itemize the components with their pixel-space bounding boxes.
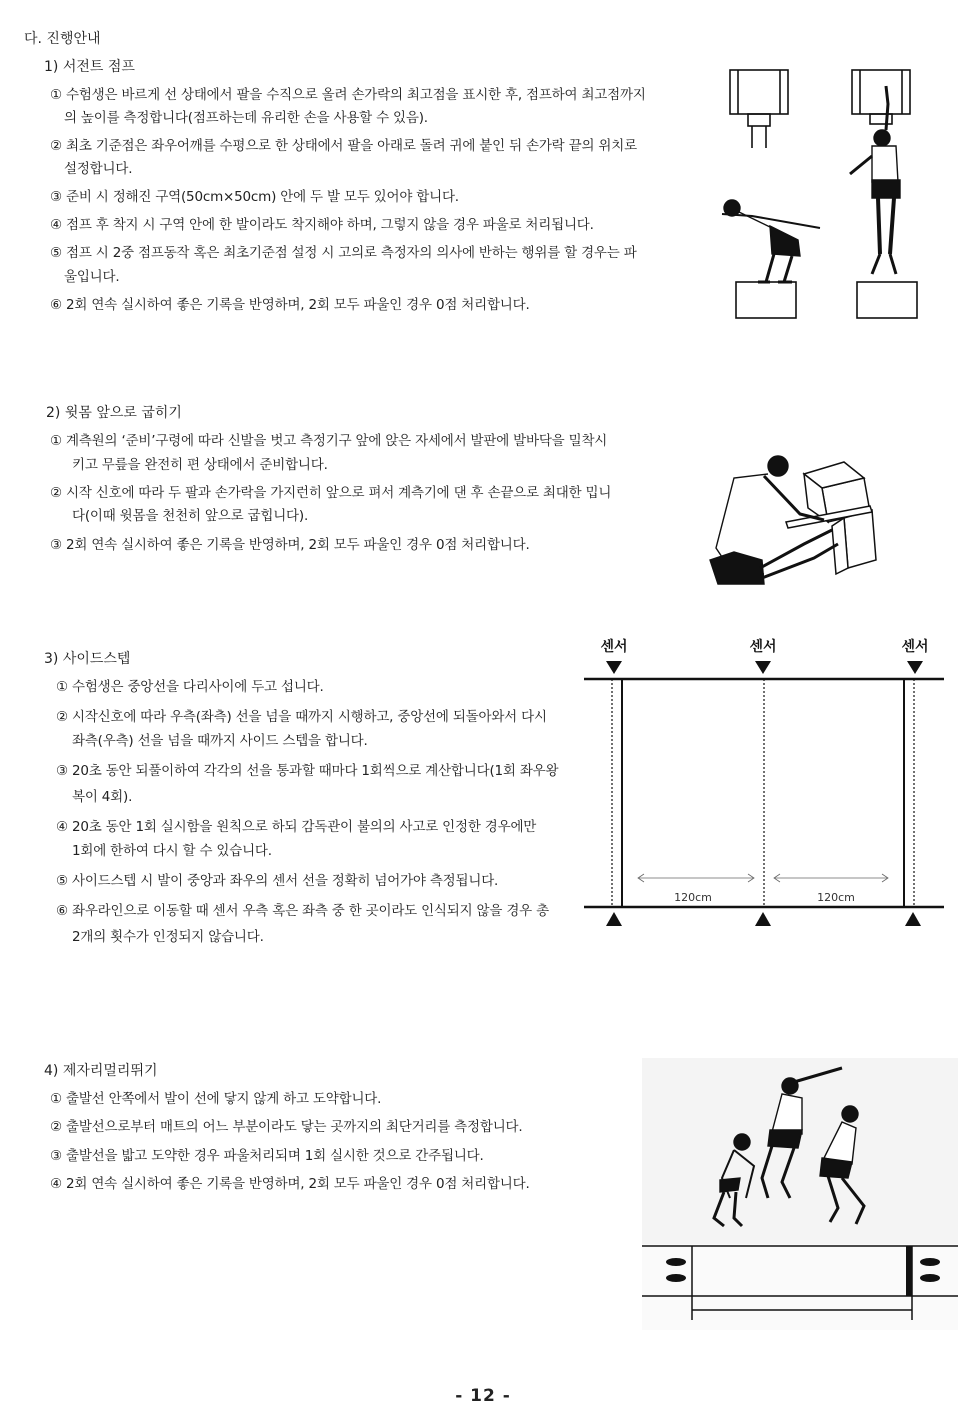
sensor-arrow-top-center	[755, 661, 771, 674]
distance-label-right: 120cm	[817, 891, 855, 904]
standing-long-jump-title: 4) 제자리멀리뛰기	[44, 1063, 158, 1079]
standing-long-jump-illustration	[642, 1058, 958, 1330]
sergeant-jump-item-4: ④ 점프 후 착지 시 구역 안에 한 발이라도 착지해야 하며, 그렇지 않을 경우 파울로 처리됩니다.	[50, 217, 594, 233]
sit-and-reach-title: 2) 윗몸 앞으로 굽히기	[46, 405, 182, 421]
side-step-item-3: ③ 20초 동안 되풀이하여 각각의 선을 통과할 때마다 1회씩으로 계산합니다(1회 좌우왕	[56, 763, 559, 779]
sit-and-reach-item-1: ① 계측원의 ‘준비’구령에 따라 신발을 벗고 측정기구 앞에 앉은 자세에서 발판에 발바닥을 밀착시	[50, 433, 608, 449]
sensor-arrow-top-right	[907, 661, 923, 674]
sensor-arrow-bottom-left	[606, 912, 622, 926]
sergeant-jump-item-5-cont: 울입니다.	[64, 269, 120, 285]
sit-and-reach-item-2-cont: 다(이때 윗몸을 천천히 앞으로 굽힙니다).	[72, 508, 309, 524]
sit-and-reach-item-2: ② 시작 신호에 따라 두 팔과 손가락을 가지런히 앞으로 펴서 계측기에 댄 후 손끝으로 최대한 밉니	[50, 485, 612, 501]
standing-long-jump-item-2: ② 출발선으로부터 매트의 어느 부분이라도 닿는 곳까지의 최단거리를 측정합니다.	[50, 1119, 523, 1135]
side-step-item-2: ② 시작신호에 따라 우측(좌측) 선을 넘을 때까지 시행하고, 중앙선에 되돌아와서 다시	[56, 709, 547, 725]
sit-and-reach-illustration	[704, 448, 884, 594]
distance-label-left: 120cm	[674, 891, 712, 904]
side-step-title: 3) 사이드스텝	[44, 651, 131, 667]
sit-and-reach-item-1-cont: 키고 무릎을 완전히 편 상태에서 준비합니다.	[72, 457, 328, 473]
sergeant-jump-title: 1) 서전트 점프	[44, 59, 135, 75]
side-step-item-6: ⑥ 좌우라인으로 이동할 때 센서 우측 혹은 좌측 중 한 곳이라도 인식되지 않을 경우 총	[56, 903, 549, 919]
side-step-item-2-cont: 좌측(우측) 선을 넘을 때까지 사이드 스텝을 합니다.	[72, 733, 368, 749]
sergeant-jump-item-5: ⑤ 점프 시 2중 점프동작 혹은 최초기준점 설정 시 고의로 측정자의 의사에 반하는 행위를 할 경우는 파	[50, 245, 637, 261]
sensor-label-center: 센서	[749, 639, 777, 655]
standing-long-jump-item-3: ③ 출발선을 밟고 도약한 경우 파울처리되며 1회 실시한 것으로 간주됩니다.	[50, 1148, 484, 1164]
sensor-arrow-bottom-right	[905, 912, 921, 926]
side-step-item-4: ④ 20초 동안 1회 실시함을 원칙으로 하되 감독관이 불의의 사고로 인정한 경우에만	[56, 819, 537, 835]
sergeant-jump-item-2: ② 최초 기준점은 좌우어깨를 수평으로 한 상태에서 팔을 아래로 돌려 귀에 붙인 뒤 손가락 끝의 위치로	[50, 138, 637, 154]
standing-long-jump-item-1: ① 출발선 안쪽에서 발이 선에 닿지 않게 하고 도약합니다.	[50, 1091, 382, 1107]
sergeant-jump-illustration	[712, 64, 928, 324]
page-number: - 12 -	[455, 1386, 511, 1406]
side-step-item-3-cont: 복이 4회).	[72, 789, 133, 805]
sergeant-jump-item-1-cont: 의 높이를 측정합니다(점프하는데 유리한 손을 사용할 수 있음).	[64, 110, 428, 126]
sensor-arrow-bottom-center	[755, 912, 771, 926]
standing-long-jump-item-4: ④ 2회 연속 실시하여 좋은 기록을 반영하며, 2회 모두 파울인 경우 0점 처리합니다.	[50, 1176, 530, 1192]
sergeant-jump-item-3: ③ 준비 시 정해진 구역(50cm×50cm) 안에 두 발 모두 있어야 합니다.	[50, 189, 459, 205]
side-step-item-4-cont: 1회에 한하여 다시 할 수 있습니다.	[72, 843, 272, 859]
side-step-item-6-cont: 2개의 횟수가 인정되지 않습니다.	[72, 929, 264, 945]
sensor-label-left: 센서	[600, 639, 628, 655]
sergeant-jump-item-2-cont: 설정합니다.	[64, 161, 133, 177]
side-step-diagram	[580, 632, 950, 932]
sit-and-reach-item-3: ③ 2회 연속 실시하여 좋은 기록을 반영하며, 2회 모두 파울인 경우 0점 처리합니다.	[50, 537, 530, 553]
side-step-item-5: ⑤ 사이드스텝 시 발이 중앙과 좌우의 센서 선을 정확히 넘어가야 측정됩니다.	[56, 873, 499, 889]
sensor-arrow-top-left	[606, 661, 622, 674]
side-step-item-1: ① 수험생은 중앙선을 다리사이에 두고 섭니다.	[56, 679, 324, 695]
section-header: 다. 진행안내	[24, 31, 101, 47]
sergeant-jump-item-6: ⑥ 2회 연속 실시하여 좋은 기록을 반영하며, 2회 모두 파울인 경우 0점 처리합니다.	[50, 297, 530, 313]
sergeant-jump-item-1: ① 수험생은 바르게 선 상태에서 팔을 수직으로 올려 손가락의 최고점을 표시한 후, 점프하여 최고점까지	[50, 87, 646, 103]
sensor-label-right: 센서	[901, 639, 929, 655]
